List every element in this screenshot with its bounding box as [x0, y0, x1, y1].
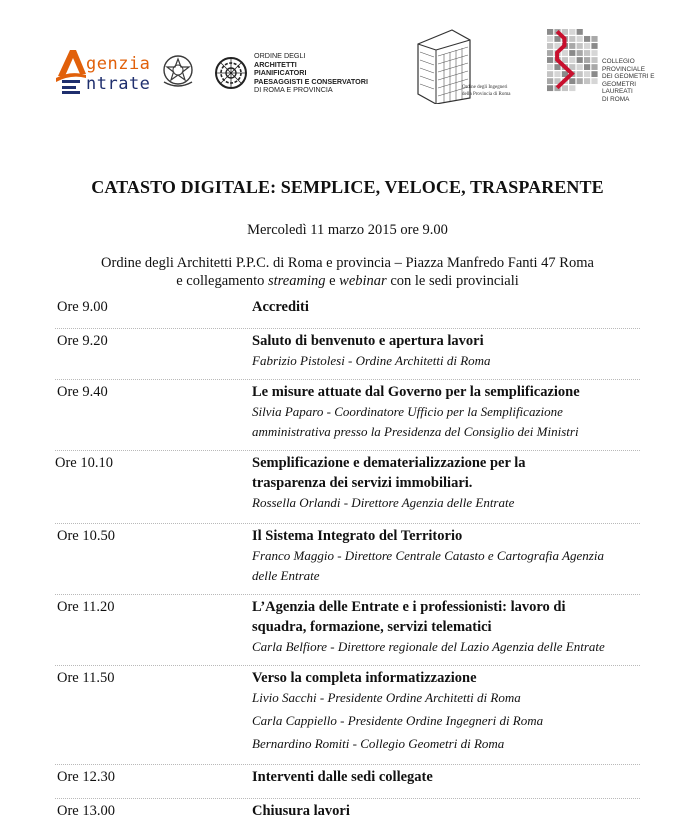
- architetti-logo-text: [254, 52, 368, 95]
- row-divider: [55, 450, 640, 451]
- session-speaker: Carla Belfiore - Direttore regionale del Lazio Agenzia delle Entrate: [252, 639, 605, 654]
- session-speaker: Franco Maggio - Direttore Centrale Catasto e Cartografia Agenzia: [252, 548, 604, 563]
- row-divider: [55, 665, 640, 666]
- ordine-architetti-logo: [214, 52, 389, 98]
- program-time: Ore 10.50: [57, 528, 115, 544]
- program-time: Ore 12.30: [57, 769, 115, 785]
- collegio-geometri-logo: [546, 28, 666, 103]
- program-time: Ore 11.50: [57, 670, 115, 686]
- venue-webinar: webinar: [339, 273, 387, 289]
- geometri-logo-line: DEI GEOMETRI E: [602, 73, 655, 81]
- session-title: Accrediti: [252, 299, 309, 315]
- geometri-logo-line: COLLEGIO: [602, 58, 635, 65]
- session-speaker: Rossella Orlandi - Direttore Agenzia delle Entrate: [252, 495, 515, 510]
- agenzia-entrate-logo: [56, 48, 196, 98]
- architetti-logo-line: PAESAGGISTI E CONSERVATORI: [254, 76, 368, 86]
- program-session: [252, 382, 640, 442]
- session-speaker: Carla Cappiello - Presidente Ordine Ingegneri di Roma: [252, 713, 544, 728]
- venue-line-2: [0, 272, 695, 290]
- row-divider: [55, 798, 640, 799]
- program-time: Ore 9.00: [57, 299, 108, 315]
- logo-bar: [0, 0, 695, 120]
- rosette-icon: [214, 56, 248, 90]
- program-session: [252, 767, 640, 787]
- architetti-logo-line: ORDINE DEGLI: [254, 51, 306, 60]
- architetti-logo-line: PIANIFICATORI: [254, 68, 307, 78]
- session-title: Saluto di benvenuto e apertura lavori: [252, 333, 484, 349]
- venue-text: e collegamento: [176, 273, 269, 289]
- venue-text: e: [325, 273, 340, 289]
- event-date: Mercoledì 11 marzo 2015 ore 9.00: [247, 222, 448, 238]
- ingegneri-logo-text: [462, 84, 510, 98]
- session-speaker: delle Entrate: [252, 568, 320, 583]
- session-speaker: Bernardino Romiti - Collegio Geometri di Roma: [252, 736, 505, 751]
- program-time: Ore 13.00: [57, 803, 115, 819]
- ordine-ingegneri-logo: [416, 28, 526, 104]
- session-title: Le misure attuate dal Governo per la semplificazione: [252, 384, 580, 400]
- program-time: Ore 11.20: [57, 599, 115, 615]
- venue-text: con le sedi provinciali: [386, 273, 519, 289]
- row-divider: [55, 328, 640, 329]
- program-session: [252, 526, 640, 586]
- session-title: trasparenza dei servizi immobiliari.: [252, 475, 473, 491]
- session-title: squadra, formazione, servizi telematici: [252, 619, 492, 635]
- program-time: Ore 9.20: [57, 333, 108, 349]
- geometri-logo-line: GEOMETRI LAUREATI: [602, 80, 637, 96]
- session-title: Interventi dalle sedi collegate: [252, 769, 433, 785]
- row-divider: [55, 764, 640, 765]
- program-time: Ore 10.10: [55, 455, 113, 471]
- tile-grid-icon: [546, 28, 604, 98]
- session-speaker: Livio Sacchi - Presidente Ordine Architetti di Roma: [252, 690, 521, 705]
- ingegneri-logo-line: Ordine degli Ingegneri: [462, 85, 508, 90]
- session-title: Chiusura lavori: [252, 803, 350, 819]
- program-session: [252, 801, 640, 821]
- venue-streaming: streaming: [268, 273, 326, 289]
- session-title: Verso la completa informatizzazione: [252, 670, 477, 686]
- geometri-logo-line: PROVINCIALE: [602, 65, 645, 73]
- program-session: [252, 668, 640, 754]
- program-time: Ore 9.40: [57, 384, 108, 400]
- session-title: Semplificazione e dematerializzazione per la: [252, 455, 526, 471]
- agenzia-logo-text-1: genzia: [86, 54, 151, 74]
- program-session: [252, 297, 640, 317]
- italian-republic-emblem-icon: [160, 50, 196, 90]
- program-session: [252, 331, 640, 371]
- architetti-logo-line: DI ROMA E PROVINCIA: [254, 85, 333, 95]
- agenzia-entrate-logo-icon: [56, 48, 86, 94]
- agenzia-logo-text-2: ntrate: [86, 74, 151, 94]
- session-title: Il Sistema Integrato del Territorio: [252, 528, 463, 544]
- session-speaker: amministrativa presso la Presidenza del Consiglio dei Ministri: [252, 424, 579, 439]
- event-venue: [0, 254, 695, 290]
- geometri-logo-text: [602, 58, 666, 104]
- row-divider: [55, 379, 640, 380]
- program-session: [252, 597, 640, 657]
- architetti-logo-line: ARCHITETTI: [254, 59, 297, 69]
- page-title: CATASTO DIGITALE: SEMPLICE, VELOCE, TRASPARENTE: [91, 177, 604, 197]
- geometri-logo-line: DI ROMA: [602, 95, 630, 103]
- session-speaker: Fabrizio Pistolesi - Ordine Architetti di Roma: [252, 353, 491, 368]
- row-divider: [55, 523, 640, 524]
- session-speaker: Silvia Paparo - Coordinatore Ufficio per la Semplificazione: [252, 404, 563, 419]
- venue-line-1: Ordine degli Architetti P.P.C. di Roma e provincia – Piazza Manfredo Fanti 47 Roma: [101, 255, 594, 271]
- ingegneri-logo-line: della Provincia di Roma: [462, 92, 511, 97]
- row-divider: [55, 594, 640, 595]
- session-title: L’Agenzia delle Entrate e i professionisti: lavoro di: [252, 599, 566, 615]
- program-session: [252, 453, 640, 513]
